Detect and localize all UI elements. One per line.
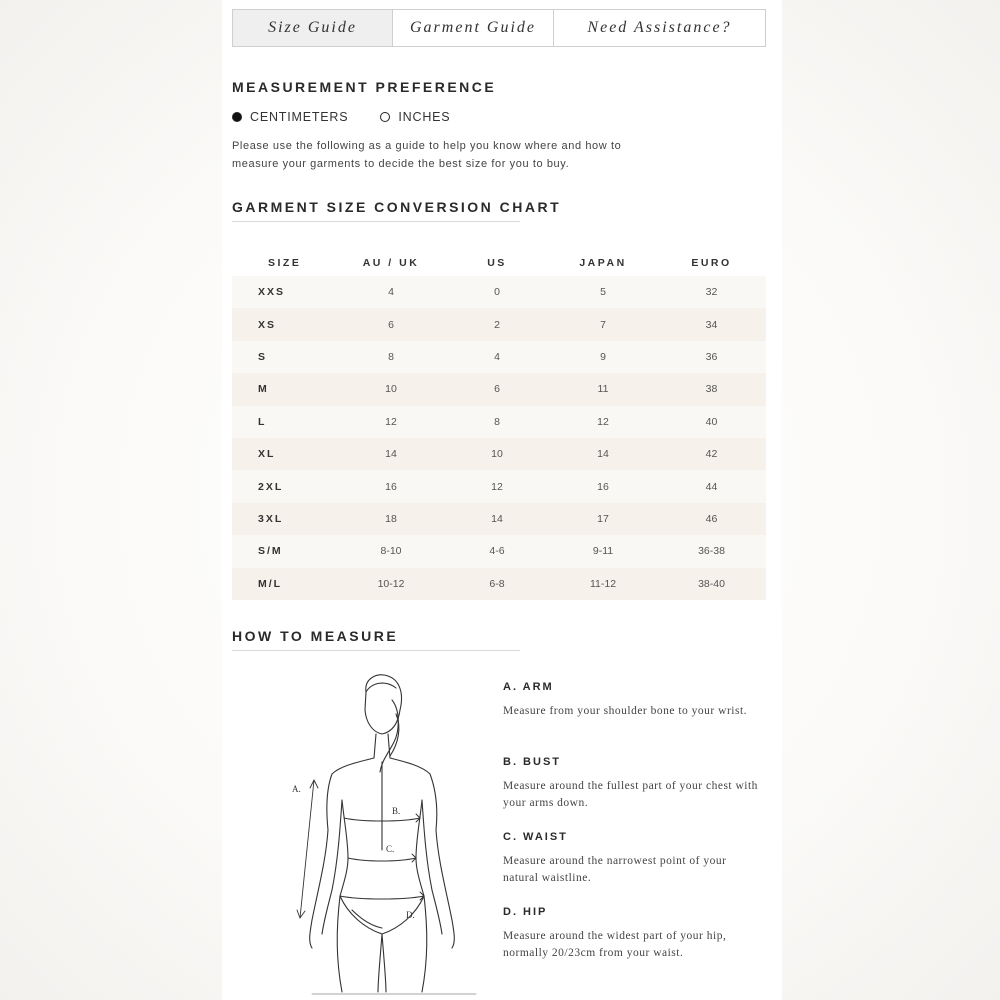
how-to-measure-title: HOW TO MEASURE (232, 628, 399, 644)
au-uk-cell: 16 (385, 480, 397, 493)
euro-cell: 44 (705, 480, 718, 493)
japan-cell: 12 (597, 415, 609, 428)
japan-cell: 16 (597, 480, 609, 493)
measurement-preference-options (232, 110, 482, 124)
euro-cell: 38-40 (698, 577, 725, 590)
how-to-measure-underline (232, 650, 520, 651)
table-row (232, 406, 766, 438)
au-uk-cell: 8 (388, 350, 394, 363)
tab-garment-guide[interactable]: Garment Guide (393, 10, 554, 46)
centimeters-radio[interactable] (232, 110, 348, 124)
tab-bar (232, 9, 766, 47)
au-uk-cell: 10-12 (377, 577, 405, 590)
us-cell: 6-8 (489, 577, 505, 590)
au-uk-cell: 6 (388, 318, 394, 331)
au-uk-cell: 10 (385, 383, 397, 396)
size-cell: M/L (258, 577, 283, 590)
euro-cell: 36-38 (698, 545, 725, 558)
us-cell: 10 (491, 448, 503, 461)
measure-item-hip (503, 906, 763, 962)
measure-text-arm: Measure from your shoulder bone to your wrist. (503, 705, 748, 717)
euro-cell: 32 (705, 286, 718, 299)
measure-heading-bust: B. BUST (503, 756, 561, 768)
euro-cell: 46 (705, 512, 718, 525)
size-cell: XXS (258, 286, 286, 299)
measure-text-bust: Measure around the fullest part of your chest with your arms down. (503, 780, 758, 809)
euro-cell: 42 (705, 448, 718, 461)
size-cell: L (258, 415, 267, 428)
header-japan: JAPAN (579, 257, 627, 269)
bust-marker-label: B. (392, 806, 401, 816)
measure-heading-hip: D. HIP (503, 906, 548, 918)
au-uk-cell: 8-10 (380, 545, 402, 558)
measure-text-waist: Measure around the narrowest point of your natural waistline. (503, 855, 727, 884)
au-uk-cell: 12 (385, 415, 397, 428)
euro-cell: 36 (705, 350, 718, 363)
table-row (232, 373, 766, 405)
measurement-preference-title: MEASUREMENT PREFERENCE (232, 79, 497, 95)
japan-cell: 9 (600, 350, 606, 363)
measure-item-waist (503, 831, 763, 887)
euro-cell: 40 (705, 415, 718, 428)
us-cell: 14 (491, 512, 503, 525)
size-cell: S/M (258, 545, 283, 558)
waist-marker-label: C. (386, 844, 395, 854)
japan-cell: 17 (597, 512, 609, 525)
size-cell: XL (258, 448, 276, 461)
inches-radio[interactable] (380, 110, 450, 124)
table-row (232, 341, 766, 373)
body-measurement-illustration (282, 670, 502, 1000)
measure-heading-arm: A. ARM (503, 681, 554, 693)
au-uk-cell: 4 (388, 286, 394, 299)
us-cell: 12 (491, 480, 503, 493)
conversion-chart-underline (232, 221, 520, 222)
measure-text-hip: Measure around the widest part of your hip, normally 20/23cm from your waist. (503, 930, 727, 959)
size-cell: 2XL (258, 480, 284, 493)
size-guide-panel (222, 0, 782, 1000)
hip-marker-label: D. (406, 910, 415, 920)
us-cell: 6 (494, 383, 500, 396)
tab-size-guide[interactable]: Size Guide (233, 10, 393, 46)
measurement-intro-text: Please use the following as a guide to help you know where and how to measure your garments to decide the best size for you to buy. (232, 140, 622, 170)
size-cell: M (258, 383, 269, 396)
japan-cell: 9-11 (592, 545, 614, 558)
euro-cell: 38 (705, 383, 718, 396)
size-cell: 3XL (258, 512, 284, 525)
header-size: SIZE (268, 257, 302, 269)
table-row (232, 308, 766, 340)
centimeters-label: CENTIMETERS (250, 110, 349, 124)
table-row (232, 276, 766, 308)
japan-cell: 14 (597, 448, 609, 461)
table-row (232, 535, 766, 567)
us-cell: 4 (494, 350, 500, 363)
conversion-chart-title: GARMENT SIZE CONVERSION CHART (232, 199, 562, 215)
au-uk-cell: 18 (385, 512, 397, 525)
measure-item-bust (503, 756, 763, 812)
measure-heading-waist: C. WAIST (503, 831, 568, 843)
japan-cell: 11-12 (589, 577, 617, 590)
us-cell: 4-6 (489, 545, 505, 558)
size-conversion-table (232, 250, 766, 600)
table-row (232, 470, 766, 502)
measure-item-arm (503, 681, 763, 720)
size-cell: S (258, 350, 268, 363)
japan-cell: 5 (600, 286, 606, 299)
euro-cell: 34 (705, 318, 718, 331)
size-cell: XS (258, 318, 277, 331)
japan-cell: 11 (597, 383, 609, 396)
tab-need-assistance[interactable]: Need Assistance? (587, 19, 732, 36)
us-cell: 8 (494, 415, 500, 428)
inches-label: INCHES (398, 110, 451, 124)
us-cell: 2 (494, 318, 500, 331)
table-row (232, 438, 766, 470)
au-uk-cell: 14 (385, 448, 397, 461)
table-row (232, 503, 766, 535)
japan-cell: 7 (600, 318, 606, 331)
table-row (232, 568, 766, 600)
header-us: US (487, 257, 507, 269)
arm-marker-label: A. (292, 784, 301, 794)
header-au-uk: AU / UK (362, 257, 420, 269)
us-cell: 0 (494, 286, 500, 299)
table-header-row (232, 250, 766, 276)
radio-unselected-icon (380, 112, 390, 122)
header-euro: EURO (691, 257, 732, 269)
radio-selected-icon (232, 112, 242, 122)
